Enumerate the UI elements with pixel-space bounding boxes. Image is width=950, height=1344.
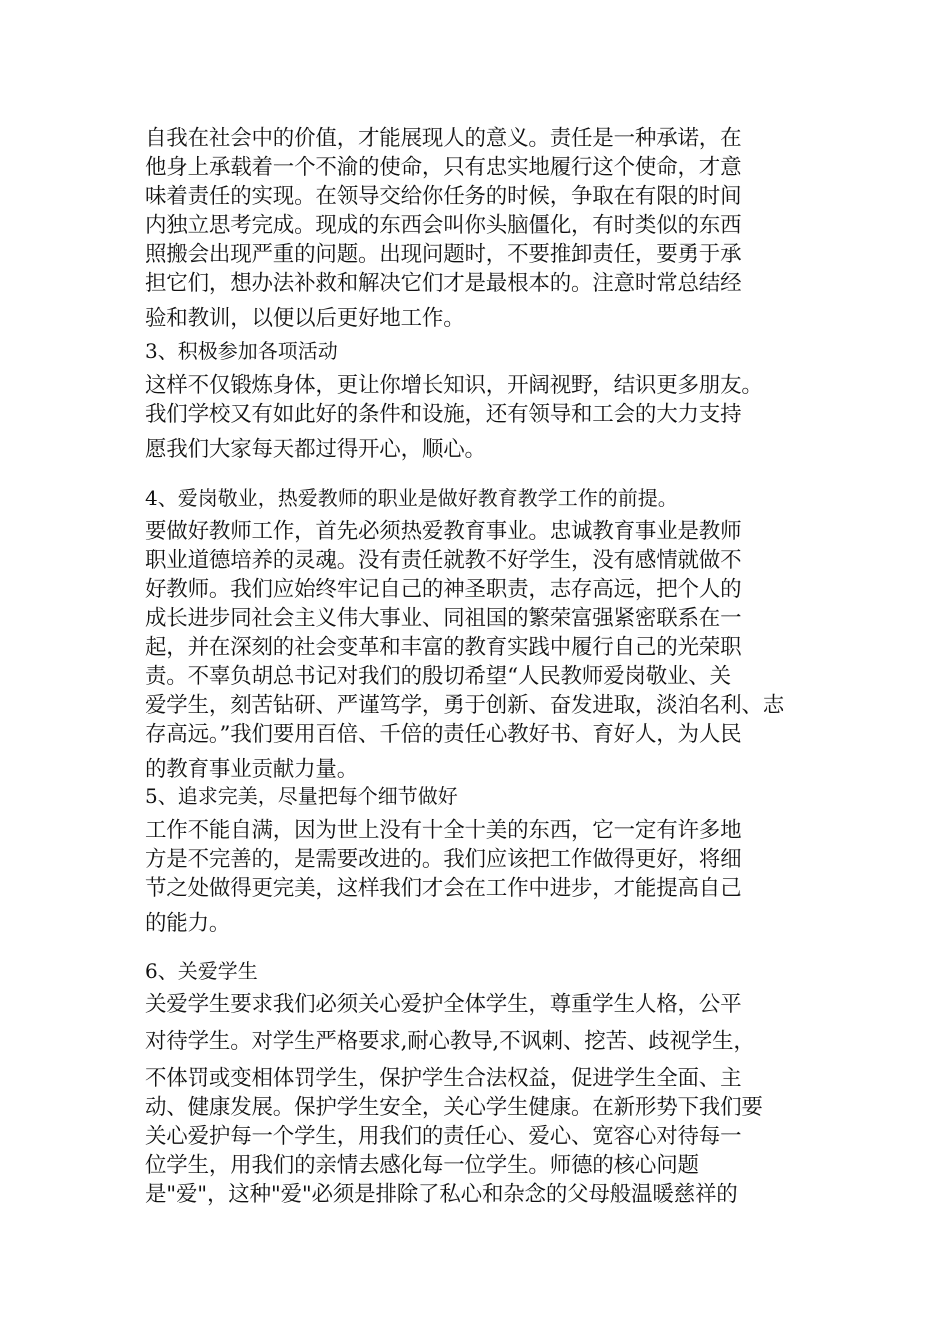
paragraph-caring-students bbox=[145, 990, 763, 1209]
text-line: 的教育事业贡献力量。 bbox=[145, 757, 359, 782]
section-heading-3: 3、积极参加各项活动 bbox=[145, 339, 338, 363]
text-line: 不体罚或变相体罚学生，保护学生合法权益，促进学生全面、主 bbox=[145, 1066, 742, 1091]
text-line: 起，并在深刻的社会变革和丰富的教育实践中履行自己的光荣职 bbox=[145, 635, 742, 660]
text-line: 方是不完善的，是需要改进的。我们应该把工作做得更好，将细 bbox=[145, 847, 742, 872]
text-line: 责。不辜负胡总书记对我们的殷切希望“人民教师爱岗敬业、关 bbox=[145, 664, 731, 689]
text-line: 关心爱护每一个学生，用我们的责任心、爱心、宽容心对待每一 bbox=[145, 1124, 742, 1149]
paragraph-perfection bbox=[145, 816, 741, 938]
text-line: 是"爱"，这种"爱"必须是排除了私心和杂念的父母般温暖慈祥的 bbox=[145, 1182, 738, 1207]
text-line: 关爱学生要求我们必须关心爱护全体学生，尊重学生人格，公平 bbox=[145, 992, 742, 1017]
paragraph-responsibility bbox=[145, 124, 741, 333]
text-line: 的能力。 bbox=[145, 911, 231, 936]
text-line: 味着责任的实现。在领导交给你任务的时候，争取在有限的时间 bbox=[145, 184, 742, 209]
text-line: 工作不能自满，因为世上没有十全十美的东西，它一定有许多地 bbox=[145, 818, 742, 843]
text-line: 对待学生。对学生严格要求,耐心教导,不讽刺、挖苦、歧视学生， bbox=[145, 1029, 755, 1054]
text-line: 愿我们大家每天都过得开心，顺心。 bbox=[145, 437, 486, 462]
text-line: 要做好教师工作，首先必须热爱教育事业。忠诚教育事业是教师 bbox=[145, 519, 742, 544]
text-line: 位学生，用我们的亲情去感化每一位学生。师德的核心问题 bbox=[145, 1153, 699, 1178]
section-heading-6: 6、关爱学生 bbox=[145, 959, 258, 983]
text-line: 这样不仅锻炼身体，更让你增长知识，开阔视野，结识更多朋友。 bbox=[145, 373, 763, 398]
text-line: 担它们，想办法补救和解决它们才是最根本的。注意时常总结经 bbox=[145, 271, 742, 296]
text-line: 存高远。”我们要用百倍、千倍的责任心教好书、育好人，为人民 bbox=[145, 722, 742, 747]
section-heading-4: 4、爱岗敬业，热爱教师的职业是做好教育教学工作的前提。 bbox=[145, 486, 678, 510]
text-line: 动、健康发展。保护学生安全，关心学生健康。在新形势下我们要 bbox=[145, 1095, 763, 1120]
text-line: 成长进步同社会主义伟大事业、同祖国的繁荣富强紧密联系在一 bbox=[145, 606, 742, 631]
text-line: 内独立思考完成。现成的东西会叫你头脑僵化，有时类似的东西 bbox=[145, 213, 742, 238]
text-line: 我们学校又有如此好的条件和设施，还有领导和工会的大力支持 bbox=[145, 402, 742, 427]
text-line: 职业道德培养的灵魂。没有责任就教不好学生，没有感情就做不 bbox=[145, 548, 742, 573]
text-line: 照搬会出现严重的问题。出现问题时，不要推卸责任，要勇于承 bbox=[145, 242, 742, 267]
section-heading-5: 5、追求完美，尽量把每个细节做好 bbox=[145, 784, 458, 808]
text-line: 他身上承载着一个不渝的使命，只有忠实地履行这个使命，才意 bbox=[145, 155, 742, 180]
text-line: 自我在社会中的价值，才能展现人的意义。责任是一种承诺，在 bbox=[145, 126, 742, 151]
text-line: 验和教训，以便以后更好地工作。 bbox=[145, 306, 465, 331]
paragraph-activities bbox=[145, 371, 763, 464]
text-line: 爱学生，刻苦钻研、严谨笃学，勇于创新、奋发进取，淡泊名利、志 bbox=[145, 693, 785, 718]
text-line: 好教师。我们应始终牢记自己的神圣职责，志存高远，把个人的 bbox=[145, 577, 742, 602]
text-line: 节之处做得更完美，这样我们才会在工作中进步，才能提高自己 bbox=[145, 876, 742, 901]
paragraph-dedication bbox=[145, 517, 784, 784]
